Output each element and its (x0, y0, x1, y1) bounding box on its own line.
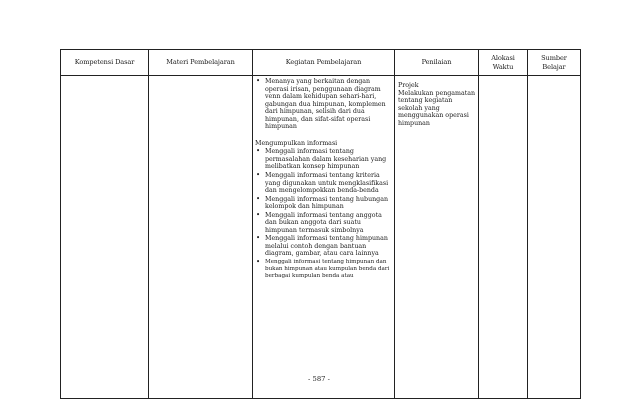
list-item-text: Menggali informasi tentang himpunan dan bukan himpunan atau kumpulan benda dari berbagai kumpulan benda atau (265, 259, 390, 279)
list-item (255, 235, 392, 258)
cell-materi-pembelajaran (149, 76, 253, 399)
header-alokasi-waktu: Alokasi Waktu (479, 50, 528, 76)
cell-kegiatan-pembelajaran (253, 76, 395, 399)
list-item-text: Menanya yang berkaitan dengan operasi irisan, penggunaan diagram venn dalam kehidupan sehari-hari, gabungan dua himpunan, komplemen dari himpunan, selisih dari dua himpunan, dan sifat-sifat operasi himpunan (265, 78, 386, 131)
syllabus-table (60, 49, 581, 399)
list-item (255, 212, 392, 235)
penilaian-text: Projek Melakukan pengamatan tentang kegiatan sekolah yang menggunakan operasi himpunan (398, 82, 476, 127)
list-item-text: Menggali informasi tentang anggota dan bukan anggota dari suatu himpunan termasuk simbolnya (265, 211, 382, 234)
list-item (255, 172, 392, 195)
list-item (255, 148, 392, 171)
list-item-text: Menggali informasi tentang permasalahan dalam keseharian yang melibatkan konsep himpunan (265, 148, 387, 171)
page-number: - 587 - (308, 375, 330, 383)
header-penilaian: Penilaian (395, 50, 479, 76)
table-row (61, 76, 581, 399)
cell-alokasi-waktu (479, 76, 528, 399)
bullet-icon: • (256, 147, 261, 156)
section-title: Mengumpulkan informasi (255, 139, 338, 147)
bullet-icon: • (256, 258, 261, 267)
list-item-text: Menggali informasi tentang hubungan kelompok dan himpunan (265, 195, 389, 211)
bullet-icon: • (256, 171, 261, 180)
kegiatan-first-list (255, 78, 392, 131)
bullet-icon: • (256, 194, 261, 203)
header-kegiatan-pembelajaran: Kegiatan Pembelajaran (253, 50, 395, 76)
list-item-text: Menggali informasi tentang himpunan melalui contoh dengan bantuan diagram, gambar, atau cara lainnya (265, 235, 388, 258)
table-header-row (61, 50, 581, 76)
list-item (255, 259, 392, 280)
cell-kompetensi-dasar (61, 76, 149, 399)
cell-penilaian (395, 76, 479, 399)
list-item (255, 196, 392, 211)
bullet-icon: • (256, 234, 261, 243)
bullet-icon: • (256, 210, 261, 219)
kegiatan-list (255, 148, 392, 279)
list-item-text: Menggali informasi tentang kriteria yang digunakan untuk mengklasifikasi dan mengelompokkan benda-benda (265, 172, 389, 195)
bullet-icon: • (256, 78, 261, 85)
header-materi-pembelajaran: Materi Pembelajaran (149, 50, 253, 76)
header-kompetensi-dasar: Kompetensi Dasar (61, 50, 149, 76)
list-item (255, 78, 392, 131)
header-sumber-belajar: Sumber Belajar (528, 50, 581, 76)
cell-sumber-belajar (528, 76, 581, 399)
